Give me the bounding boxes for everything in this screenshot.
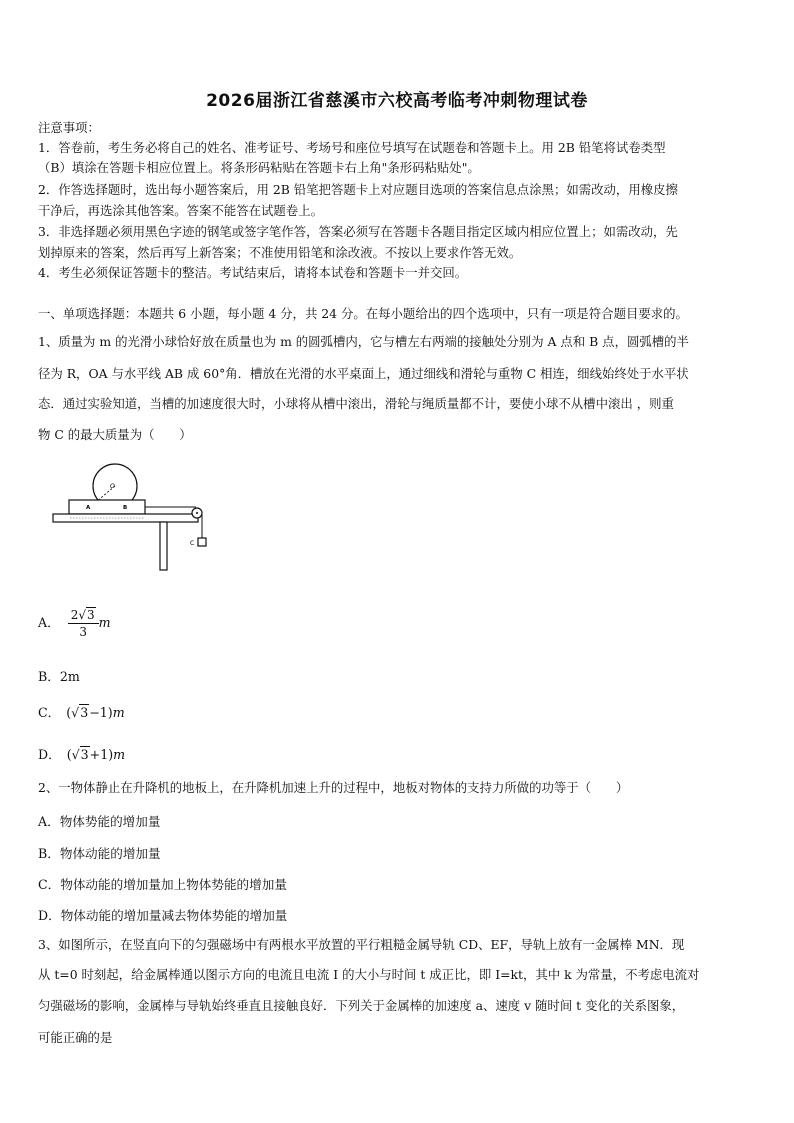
q1-option-c[interactable]: C． (√3−1)m [38, 705, 125, 720]
q1-option-d[interactable]: D． (√3+1)m [38, 747, 126, 762]
q1-option-b[interactable]: B．2m [38, 669, 80, 684]
label-o: O [110, 483, 115, 490]
notice-line-6: 划掉原来的答案，然后再写上新答案；不准使用铅笔和涂改液。不按以上要求作答无效。 [38, 245, 522, 260]
notice-line-5: 3．非选择题必须用黑色字迹的钢笔或签字笔作答，答案必须写在答题卡各题目指定区域内相应位置上；如需改动，先 [38, 224, 678, 239]
q2-option-c[interactable]: C．物体动能的增加量加上物体势能的增加量 [38, 877, 287, 892]
q3-line-2: 从 t=0 时刻起，给金属棒通以图示方向的电流且电流 I 的大小与时间 t 成正比，即 I=kt，其中 k 为常量，不考虑电流对 [38, 967, 700, 982]
fraction: $\frac{2√3}{3}$ [68, 608, 99, 639]
notice-line-2: （B）填涂在答题卡相应位置上。将条形码粘贴在答题卡右上角"条形码粘贴处"。 [38, 160, 480, 175]
notice-line-7: 4．考生必须保证答题卡的整洁。考试结束后，请将本试卷和答题卡一并交回。 [38, 265, 468, 280]
groove-block [69, 500, 145, 514]
notice-line-1: 1．答卷前，考生务必将自己的姓名、准考证号、考场号和座位号填写在试题卷和答题卡上。用 2B 铅笔将试卷类型 [38, 140, 666, 155]
q1-line-3: 态．通过实验知道，当槽的加速度很大时，小球将从槽中滚出，滑轮与绳质量都不计，要使小球不从槽中滚出 ，则重 [38, 396, 674, 411]
q3-line-4: 可能正确的是 [38, 1030, 113, 1045]
q1-option-a[interactable]: A． $\frac{2√3}{3}$ m [38, 608, 111, 639]
q2-option-b[interactable]: B．物体动能的增加量 [38, 846, 161, 861]
q3-line-1: 3、如图所示，在竖直向下的匀强磁场中有两根水平放置的平行粗糙金属导轨 CD、EF，导轨上放有一金属棒 MN．现 [38, 937, 685, 952]
q2-option-a[interactable]: A．物体势能的增加量 [38, 814, 161, 829]
page-title: 2026届浙江省慈溪市六校高考临考冲刺物理试卷 [206, 91, 588, 111]
table-leg [160, 522, 167, 570]
q1-figure [50, 462, 220, 574]
q2-option-d[interactable]: D．物体动能的增加量减去物体势能的增加量 [38, 908, 288, 923]
q1-line-2: 径为 R，OA 与水平线 AB 成 60°角．槽放在光滑的水平桌面上，通过细线和滑轮与重物 C 相连，细线始终处于水平状 [38, 366, 689, 381]
label-c: C [190, 540, 195, 547]
label-b: B [123, 505, 128, 511]
notice-line-3: 2．作答选择题时，选出每小题答案后，用 2B 铅笔把答题卡上对应题目选项的答案信息点涂黑；如需改动，用橡皮擦 [38, 182, 678, 197]
notice-heading: 注意事项： [38, 120, 100, 135]
q1-line-1: 1、质量为 m 的光滑小球恰好放在质量也为 m 的圆弧槽内，它与槽左右两端的接触处分别为 A 点和 B 点，圆弧槽的半 [38, 334, 689, 349]
section-heading: 一、单项选择题：本题共 6 小题，每小题 4 分，共 24 分。在每小题给出的四个选项中，只有一项是符合题目要求的。 [38, 306, 688, 321]
q3-line-3: 匀强磁场的影响，金属棒与导轨始终垂直且接触良好．下列关于金属棒的加速度 a、速度 v 随时间 t 变化的关系图象， [38, 998, 685, 1013]
q2-stem: 2、一物体静止在升降机的地板上，在升降机加速上升的过程中，地板对物体的支持力所做的功等于（ ） [38, 780, 629, 795]
label-a: A [86, 505, 91, 511]
weight-c [198, 538, 206, 546]
notice-line-4: 干净后，再选涂其他答案。答案不能答在试题卷上。 [38, 203, 323, 218]
q1-line-4: 物 C 的最大质量为（ ） [38, 427, 192, 442]
